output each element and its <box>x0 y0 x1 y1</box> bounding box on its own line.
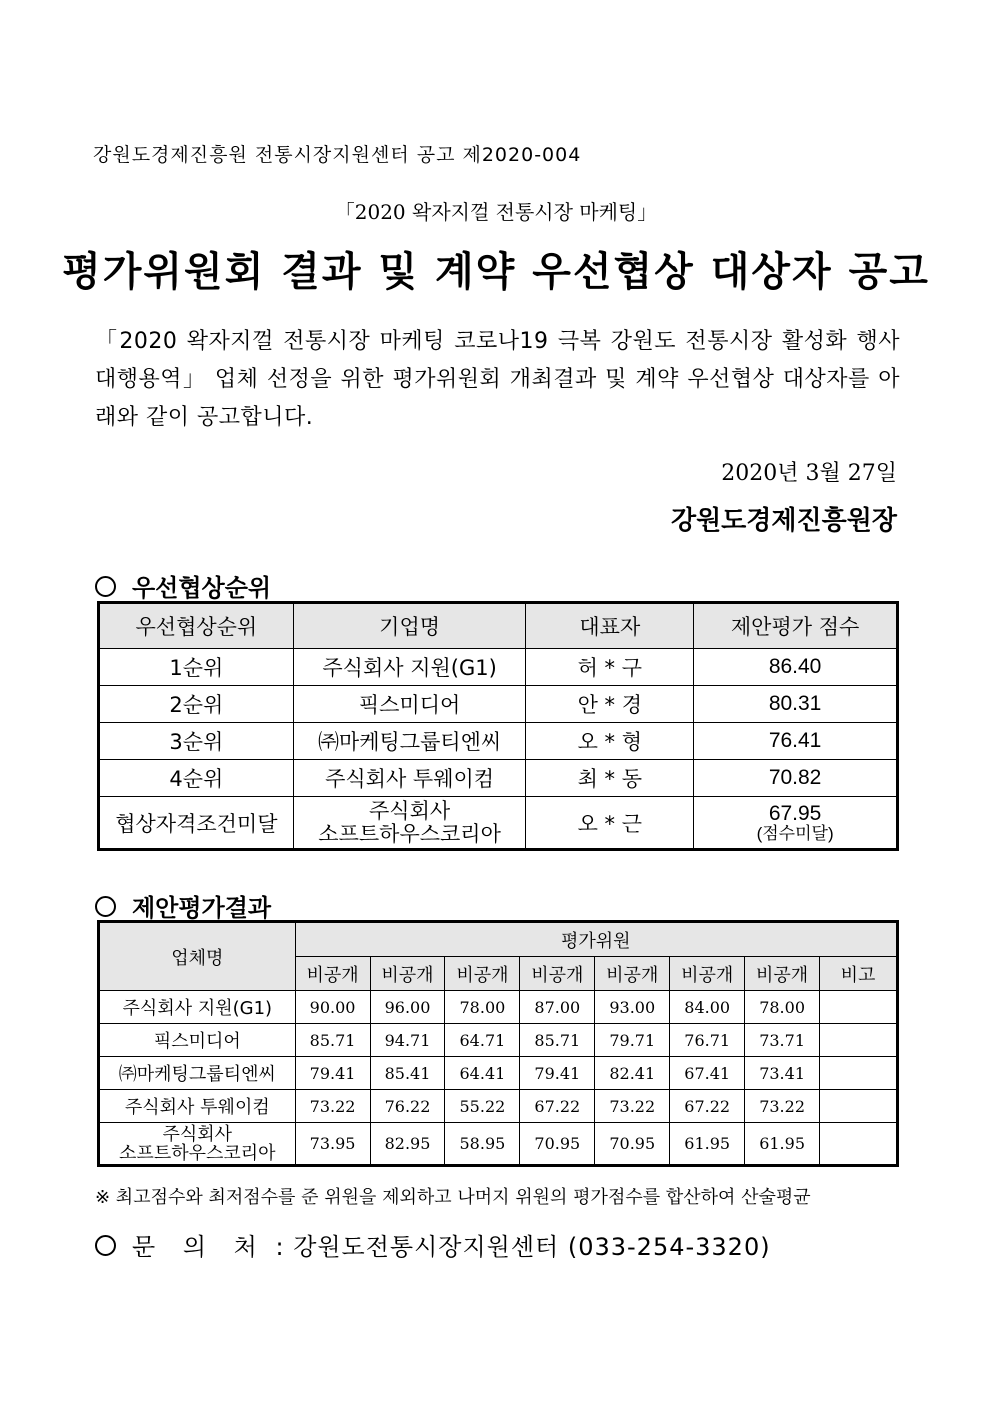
header-evaluator: 비공개 <box>520 957 595 991</box>
note-cell <box>820 1090 897 1123</box>
header-evaluator: 비공개 <box>595 957 670 991</box>
rep-cell: 허 * 구 <box>526 649 694 686</box>
rep-cell: 안 * 경 <box>526 686 694 723</box>
table-row <box>100 991 897 1024</box>
company-cell: 픽스미디어 <box>100 1024 296 1057</box>
note-cell <box>820 991 897 1024</box>
rep-cell: 최 * 동 <box>526 760 694 797</box>
table-row <box>100 1057 897 1090</box>
score-cell: 73.22 <box>595 1090 670 1123</box>
table-row <box>100 723 897 760</box>
score-cell: 70.95 <box>520 1123 595 1165</box>
score-cell: 85.41 <box>370 1057 445 1090</box>
header-company: 기업명 <box>293 604 526 649</box>
company-cell: 주식회사 투웨이컴 <box>293 760 526 797</box>
company-cell: 주식회사 투웨이컴 <box>100 1090 296 1123</box>
header-rank: 우선협상순위 <box>100 604 294 649</box>
header-evaluator: 비공개 <box>670 957 745 991</box>
score-cell: 82.95 <box>370 1123 445 1165</box>
company-cell: ㈜마케팅그룹티엔씨 <box>293 723 526 760</box>
company-cell <box>293 797 526 849</box>
note-cell <box>820 1057 897 1090</box>
score-cell: 67.41 <box>670 1057 745 1090</box>
score-cell: 76.22 <box>370 1090 445 1123</box>
score-cell: 76.41 <box>694 723 897 760</box>
score-cell: 78.00 <box>445 991 520 1024</box>
table-row <box>100 1123 897 1165</box>
rank-cell: 1순위 <box>100 649 294 686</box>
score-cell: 70.95 <box>595 1123 670 1165</box>
document-title: 평가위원회 결과 및 계약 우선협상 대상자 공고 <box>62 249 930 295</box>
contact-label: 문 의 처 <box>132 1233 267 1261</box>
header-representative: 대표자 <box>526 604 694 649</box>
section-ranking-label: 우선협상순위 <box>132 574 272 602</box>
company-line: 주식회사 <box>369 798 451 823</box>
score-cell: 58.95 <box>445 1123 520 1165</box>
score-cell: 82.41 <box>595 1057 670 1090</box>
company-cell: 주식회사 지원(G1) <box>293 649 526 686</box>
section-evaluation-label: 제안평가결과 <box>132 894 272 922</box>
score-cell: 85.71 <box>295 1024 370 1057</box>
table-header-row <box>100 923 897 957</box>
table-row <box>100 1024 897 1057</box>
header-evaluator: 비공개 <box>295 957 370 991</box>
score-cell: 61.95 <box>745 1123 820 1165</box>
circle-bullet-icon <box>95 896 116 917</box>
score-cell: 76.71 <box>670 1024 745 1057</box>
score-cell: 61.95 <box>670 1123 745 1165</box>
contact-value: 강원도전통시장지원센터 (033-254-3320) <box>293 1233 771 1261</box>
table-row <box>100 797 897 849</box>
score-cell: 79.41 <box>295 1057 370 1090</box>
circle-bullet-icon <box>95 576 116 597</box>
score-cell: 73.71 <box>745 1024 820 1057</box>
company-line: 소프트하우스코리아 <box>318 821 501 846</box>
rank-cell: 4순위 <box>100 760 294 797</box>
contact-separator: : <box>275 1233 285 1261</box>
table-row <box>100 760 897 797</box>
score-cell: 73.22 <box>295 1090 370 1123</box>
rep-cell: 오 * 근 <box>526 797 694 849</box>
body-paragraph: 「2020 왁자지껄 전통시장 마케팅 코로나19 극복 강원도 전통시장 활성화 행사 대행용역」 업체 선정을 위한 평가위원회 개최결과 및 계약 우선협상 대상자를 아래와 같이 공고합니다. <box>95 329 900 430</box>
header-company: 업체명 <box>100 923 296 991</box>
score-cell: 80.31 <box>694 686 897 723</box>
score-cell: 64.71 <box>445 1024 520 1057</box>
score-cell: 84.00 <box>670 991 745 1024</box>
section-evaluation-title <box>95 888 271 923</box>
score-cell: 67.22 <box>670 1090 745 1123</box>
header-evaluators: 평가위원 <box>295 923 896 957</box>
ranking-table <box>99 603 897 849</box>
table-row <box>100 1090 897 1123</box>
score-cell: 96.00 <box>370 991 445 1024</box>
company-line: 주식회사 <box>162 1123 233 1145</box>
score-cell: 87.00 <box>520 991 595 1024</box>
score-value: 67.95 <box>768 802 822 825</box>
score-cell: 73.22 <box>745 1090 820 1123</box>
note-cell <box>820 1123 897 1165</box>
rank-cell: 2순위 <box>100 686 294 723</box>
table-header-row <box>100 604 897 649</box>
score-cell: 73.41 <box>745 1057 820 1090</box>
table-row <box>100 686 897 723</box>
note-cell <box>820 1024 897 1057</box>
score-cell: 86.40 <box>694 649 897 686</box>
company-cell: 픽스미디어 <box>293 686 526 723</box>
score-cell: 55.22 <box>445 1090 520 1123</box>
header-score: 제안평가 점수 <box>694 604 897 649</box>
score-note: (점수미달) <box>756 824 834 843</box>
rank-cell: 3순위 <box>100 723 294 760</box>
rank-cell: 협상자격조건미달 <box>100 797 294 849</box>
header-evaluator: 비공개 <box>745 957 820 991</box>
score-cell: 85.71 <box>520 1024 595 1057</box>
notice-date: 2020년 3월 27일 <box>721 461 897 486</box>
notice-number: 강원도경제진흥원 전통시장지원센터 공고 제2020-004 <box>93 144 582 166</box>
score-cell: 93.00 <box>595 991 670 1024</box>
score-cell: 79.41 <box>520 1057 595 1090</box>
header-evaluator: 비공개 <box>370 957 445 991</box>
score-cell: 94.71 <box>370 1024 445 1057</box>
company-cell: 주식회사 지원(G1) <box>100 991 296 1024</box>
evaluation-table <box>99 922 897 1165</box>
header-note: 비고 <box>820 957 897 991</box>
score-cell: 67.22 <box>520 1090 595 1123</box>
rep-cell: 오 * 형 <box>526 723 694 760</box>
circle-bullet-icon <box>95 1235 116 1256</box>
company-line: 소프트하우스코리아 <box>119 1142 276 1164</box>
section-ranking-title <box>95 568 271 603</box>
issuer-name: 강원도경제진흥원장 <box>670 506 897 536</box>
score-cell: 90.00 <box>295 991 370 1024</box>
score-cell: 70.82 <box>694 760 897 797</box>
score-cell: 78.00 <box>745 991 820 1024</box>
score-cell: 73.95 <box>295 1123 370 1165</box>
score-cell <box>694 797 897 849</box>
header-evaluator: 비공개 <box>445 957 520 991</box>
footnote: ※ 최고점수와 최저점수를 준 위원을 제외하고 나머지 위원의 평가점수를 합산하여 산술평균 <box>95 1187 811 1208</box>
document-subtitle: 「2020 왁자지껄 전통시장 마케팅」 <box>334 200 658 224</box>
company-cell <box>100 1123 296 1165</box>
company-cell: ㈜마케팅그룹티엔씨 <box>100 1057 296 1090</box>
contact-line <box>95 1227 771 1262</box>
score-cell: 64.41 <box>445 1057 520 1090</box>
table-row <box>100 649 897 686</box>
score-cell: 79.71 <box>595 1024 670 1057</box>
